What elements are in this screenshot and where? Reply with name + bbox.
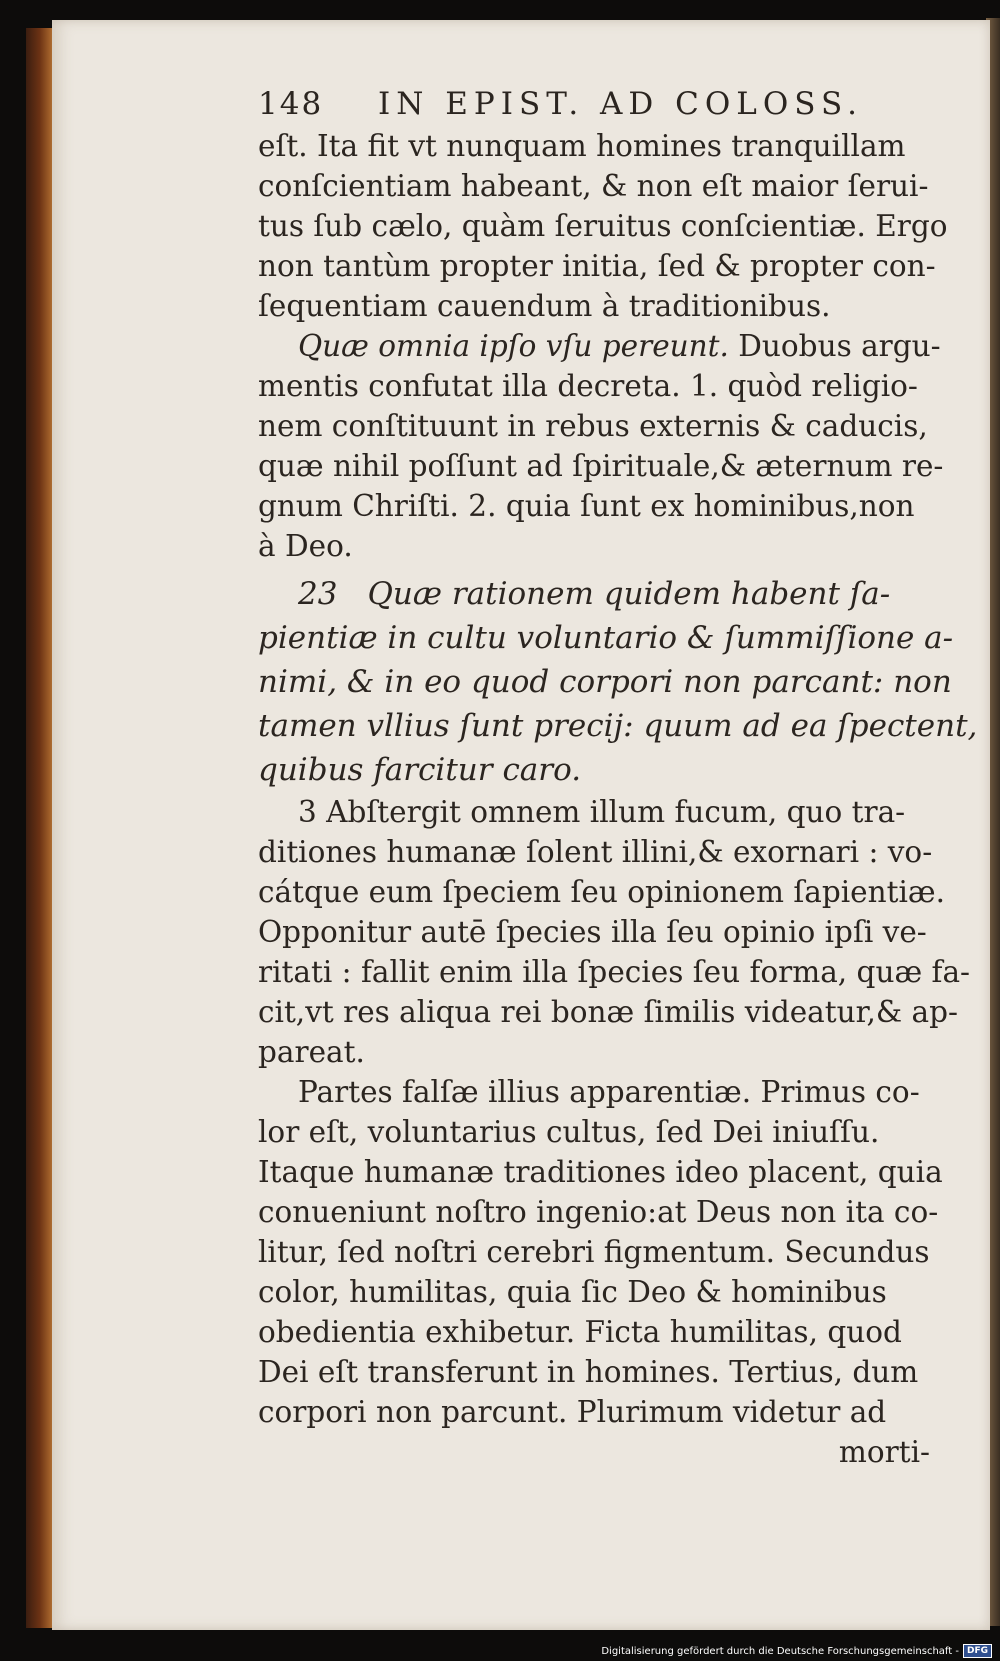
verse-line: quibus farcitur caro. — [258, 752, 582, 788]
text-line: gnum Chriſti. 2. quia ſunt ex hominibus,non — [258, 489, 915, 523]
verse-line: pientiæ in cultu voluntario & ſummiſſione a- — [258, 620, 954, 656]
dfg-logo[interactable]: DFG — [963, 1644, 992, 1658]
scripture-verse — [258, 572, 978, 792]
text-line: Partes falſæ illius apparentiæ. Primus co- — [298, 1075, 920, 1109]
text-line: cátque eum ſpeciem ſeu opinionem ſapientiæ. — [258, 875, 946, 909]
credit-text: Digitalisierung gefördert durch die Deutsche Forschungsgemeinschaft - — [601, 1645, 959, 1657]
text-line: cit,vt res aliqua rei bonæ ſimilis videatur,& ap- — [258, 995, 958, 1029]
text-fragment: Duobus argu- — [728, 329, 941, 363]
digitization-credit — [601, 1644, 992, 1658]
verse-line: tamen vllius ſunt precij: quum ad ea ſpectent, — [258, 708, 978, 744]
text-line: Itaque humanæ traditiones ideo placent, quia — [258, 1155, 943, 1189]
catchword: morti- — [838, 1435, 930, 1469]
text-line: nem conſtituunt in rebus externis & caducis, — [258, 409, 928, 443]
commentary-2 — [258, 1072, 943, 1432]
verse-line — [258, 572, 930, 616]
text-line: conueniunt noſtro ingenio:at Deus non ita co- — [258, 1195, 939, 1229]
text-line: corpori non parcunt. Plurimum videtur ad — [258, 1395, 887, 1429]
verse-number: 23 — [298, 576, 338, 612]
text-line: eſt. Ita fit vt nunquam homines tranquillam — [258, 129, 906, 163]
text-line: tus ſub cælo, quàm ſeruitus conſcientiæ. Ergo — [258, 209, 948, 243]
text-fragment: Abſtergit omnem illum fucum, quo tra- — [326, 795, 906, 829]
paragraph-1 — [258, 126, 948, 326]
text-line: non tantùm propter initia, ſed & propter con- — [258, 249, 936, 283]
text-line: ritati : fallit enim illa ſpecies ſeu forma, quæ fa- — [258, 955, 971, 989]
text-line — [258, 326, 941, 366]
text-line: ſequentiam cauendum à traditionibus. — [258, 289, 831, 323]
text-line: conſcientiam habeant, & non eſt maior ſerui- — [258, 169, 929, 203]
paragraph-2 — [258, 326, 944, 566]
running-title: IN EPIST. AD COLOSS. — [378, 86, 863, 122]
lemma: Quæ omnia ipſo vſu pereunt. — [298, 329, 729, 363]
text-line — [258, 792, 930, 832]
text-line: lor eſt, voluntarius cultus, ſed Dei iniuſſu. — [258, 1115, 880, 1149]
verse-line: nimi, & in eo quod corpori non parcant: non — [258, 664, 952, 700]
running-head — [258, 86, 930, 126]
text-line: à Deo. — [258, 529, 353, 563]
text-line: quæ nihil poſſunt ad ſpirituale,& æternum re- — [258, 449, 944, 483]
page-number: 148 — [258, 86, 324, 122]
page-text — [258, 86, 978, 1472]
text-line: mentis confutat illa decreta. 1. quòd religio- — [258, 369, 918, 403]
text-line: pareat. — [258, 1035, 365, 1069]
verse-text: Quæ rationem quidem habent ſa- — [367, 576, 891, 612]
commentary-number: 3 — [298, 795, 317, 829]
text-line: ditiones humanæ ſolent illini,& exornari : vo- — [258, 835, 933, 869]
text-line: color, humilitas, quia ſic Deo & hominibus — [258, 1275, 887, 1309]
text-line: Opponitur autē ſpecies illa ſeu opinio ipſi ve- — [258, 915, 927, 949]
text-line: Dei eſt transferunt in homines. Tertius, dum — [258, 1355, 919, 1389]
commentary-1 — [258, 792, 971, 1072]
text-line: obedientia exhibetur. Ficta humilitas, quod — [258, 1315, 902, 1349]
text-line: litur, ſed noſtri cerebri figmentum. Secundus — [258, 1235, 930, 1269]
